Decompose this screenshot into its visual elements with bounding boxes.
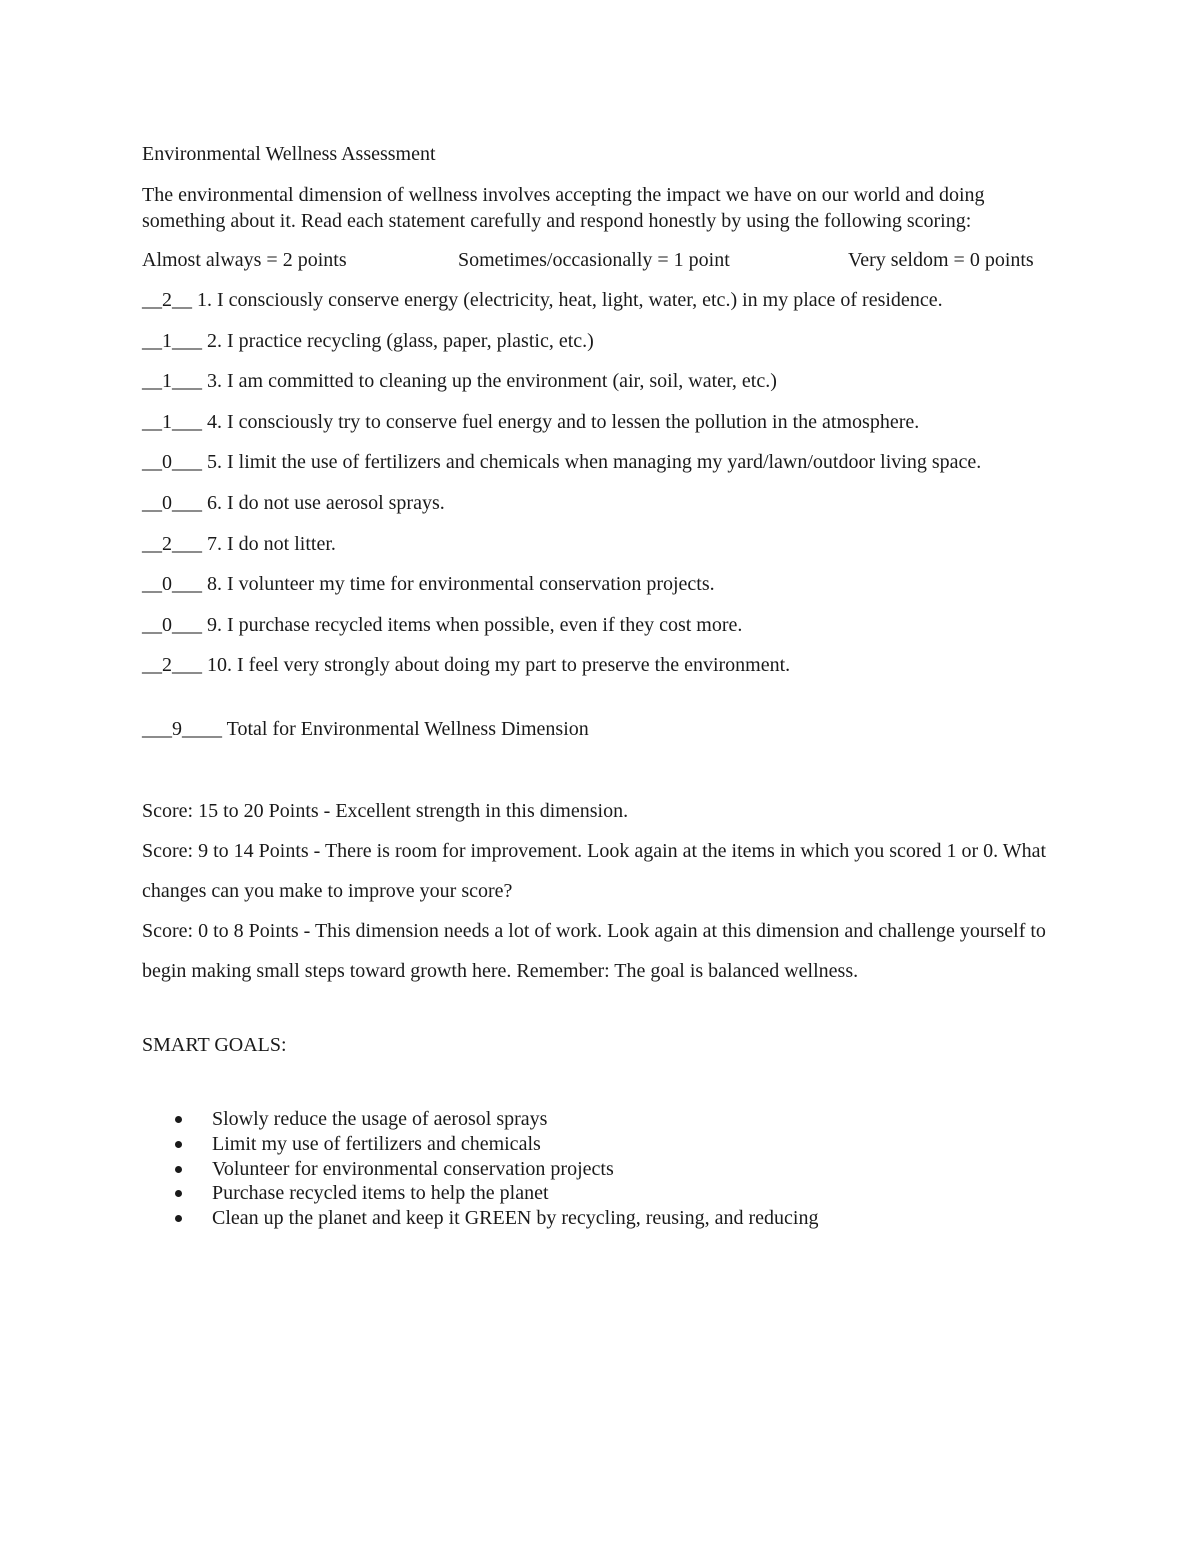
goal-text: Volunteer for environmental conservation projects <box>212 1157 614 1180</box>
item-answer: __0___ <box>142 451 202 474</box>
score-range-improvement: Score: 9 to 14 Points - There is room for improvement. Look again at the items in which you scored 1 or 0. What changes can you make to improve your score? <box>142 840 1047 903</box>
goal-text: Clean up the planet and keep it GREEN by recycling, reusing, and reducing <box>212 1206 819 1229</box>
total-answer: ___9____ <box>142 718 222 741</box>
item-answer: __0___ <box>142 613 202 636</box>
item-statement: 3. I am committed to cleaning up the environment (air, soil, water, etc.) <box>202 370 777 393</box>
list-item <box>142 1181 1062 1206</box>
bullet-icon <box>175 1166 182 1173</box>
scale-almost-always: Almost always = 2 points <box>142 249 347 271</box>
smart-goals-list <box>142 1107 1062 1230</box>
item-statement: 4. I consciously try to conserve fuel energy and to lessen the pollution in the atmosphere. <box>202 410 920 433</box>
item-answer: __2___ <box>142 532 202 555</box>
assessment-items <box>142 288 1062 677</box>
goal-text: Purchase recycled items to help the planet <box>212 1182 549 1205</box>
assessment-item <box>142 613 1062 637</box>
item-statement: 2. I practice recycling (glass, paper, plastic, etc.) <box>202 329 594 352</box>
item-answer: __0___ <box>142 573 202 596</box>
item-statement: 5. I limit the use of fertilizers and chemicals when managing my yard/lawn/outdoor living space. <box>202 451 982 474</box>
assessment-item <box>142 572 1062 596</box>
scale-very-seldom: Very seldom = 0 points <box>848 249 1034 271</box>
item-answer: __1___ <box>142 329 202 352</box>
assessment-item <box>142 532 1062 556</box>
score-interpretations <box>142 799 1062 991</box>
list-item <box>142 1132 1062 1157</box>
list-item <box>142 1206 1062 1231</box>
total-line <box>142 717 1062 741</box>
document-body <box>142 142 1062 1230</box>
item-statement: 7. I do not litter. <box>202 532 336 555</box>
bullet-icon <box>175 1141 182 1148</box>
list-item <box>142 1107 1062 1132</box>
item-answer: __2___ <box>142 654 202 677</box>
bullet-icon <box>175 1215 182 1222</box>
total-label: Total for Environmental Wellness Dimension <box>222 718 589 741</box>
item-statement: 6. I do not use aerosol sprays. <box>202 491 445 514</box>
assessment-item <box>142 491 1062 515</box>
bullet-icon <box>175 1116 182 1123</box>
assessment-item <box>142 288 1062 312</box>
assessment-item <box>142 329 1062 353</box>
item-statement: 9. I purchase recycled items when possible, even if they cost more. <box>202 613 743 636</box>
scale-sometimes: Sometimes/occasionally = 1 point <box>458 249 730 271</box>
smart-goals-heading: SMART GOALS: <box>142 1034 287 1057</box>
assessment-item <box>142 653 1062 677</box>
bullet-icon <box>175 1190 182 1197</box>
item-statement: 8. I volunteer my time for environmental conservation projects. <box>202 573 715 596</box>
score-range-excellent: Score: 15 to 20 Points - Excellent strength in this dimension. <box>142 800 629 823</box>
item-statement: 1. I consciously conserve energy (electricity, heat, light, water, etc.) in my place of residence. <box>192 289 943 311</box>
item-answer: __0___ <box>142 491 202 514</box>
goal-text: Limit my use of fertilizers and chemicals <box>212 1132 541 1155</box>
item-answer: __2__ <box>142 289 192 311</box>
scoring-scale <box>142 248 1062 272</box>
document-title: Environmental Wellness Assessment <box>142 143 436 165</box>
intro-paragraph: The environmental dimension of wellness involves accepting the impact we have on our world and doing something about it. Read each statement carefully and respond honestly by using the following scoring: <box>142 184 985 232</box>
goal-text: Slowly reduce the usage of aerosol sprays <box>212 1108 548 1131</box>
item-answer: __1___ <box>142 370 202 393</box>
assessment-item <box>142 369 1062 393</box>
score-range-needs-work: Score: 0 to 8 Points - This dimension needs a lot of work. Look again at this dimension and challenge yourself to begin making small steps toward growth here. Remember: The goal is balanced wellness. <box>142 920 1046 983</box>
assessment-item <box>142 410 1062 434</box>
list-item <box>142 1157 1062 1182</box>
assessment-item <box>142 450 1062 474</box>
item-statement: 10. I feel very strongly about doing my part to preserve the environment. <box>202 654 791 677</box>
item-answer: __1___ <box>142 410 202 433</box>
